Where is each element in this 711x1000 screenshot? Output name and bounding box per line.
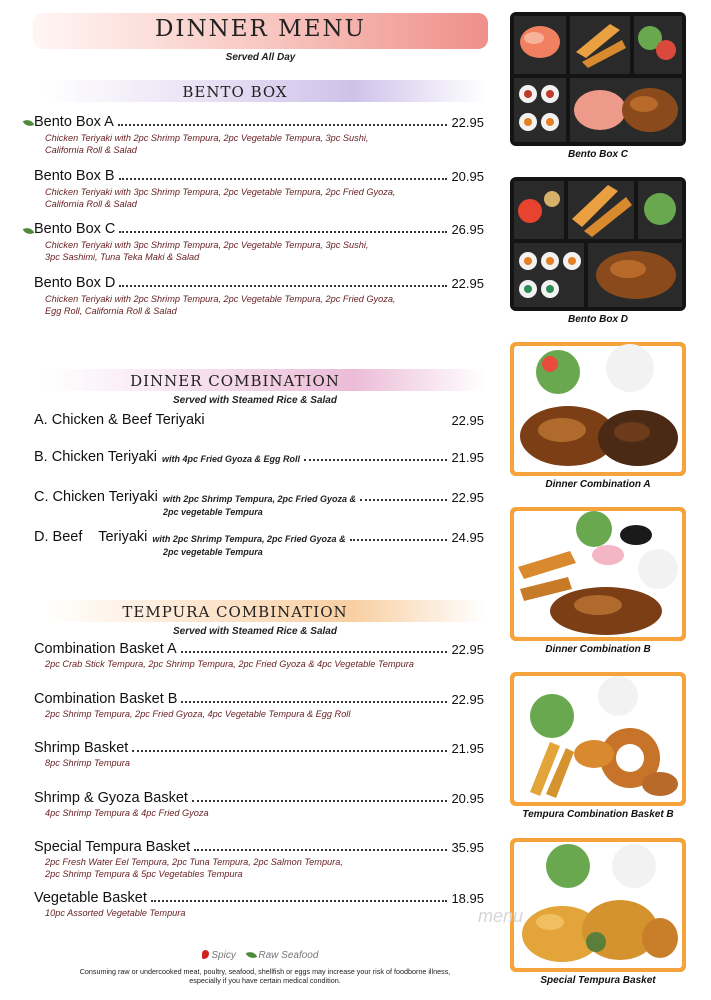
photo-caption: Dinner Combination B <box>545 644 651 655</box>
photo-bento-box-d <box>510 177 686 311</box>
menu-item <box>34 275 484 291</box>
legend-raw-seafood <box>247 950 319 961</box>
item-description: 4pc Shrimp Tempura & 4pc Fried Gyoza <box>45 808 209 818</box>
page-title: DINNER MENU <box>154 16 367 42</box>
item-price: 35.95 <box>451 840 484 855</box>
menu-item <box>34 740 484 756</box>
item-name: Combination Basket A <box>34 641 177 657</box>
leader-dots <box>194 849 447 851</box>
photo-caption: Special Tempura Basket <box>540 975 656 986</box>
item-price: 22.95 <box>451 642 484 657</box>
item-inline-description: with 2pc Shrimp Tempura, 2pc Fried Gyoza & <box>162 494 357 504</box>
item-name: Bento Box B <box>34 168 115 184</box>
item-description: 8pc Shrimp Tempura <box>45 758 130 768</box>
leader-dots <box>304 459 447 461</box>
item-name: Special Tempura Basket <box>34 839 191 855</box>
photo-dinner-combination-b <box>510 507 686 641</box>
item-name: Shrimp Basket <box>34 740 129 756</box>
item-description <box>45 293 465 317</box>
disclaimer-line: Consuming raw or undercooked meat, poultry, seafood, shellfish or eggs may increase your risk of foodborne illness, <box>79 967 451 976</box>
leaf-icon <box>245 949 257 960</box>
item-name: C. Chicken Teriyaki <box>34 489 158 505</box>
raw-seafood-icon <box>23 117 35 128</box>
description-line: Chicken Teriyaki with 3pc Shrimp Tempura, 2pc Vegetable Tempura, 2pc Fried Gyoza, <box>45 187 396 197</box>
item-name: Vegetable Basket <box>34 890 147 906</box>
photo-caption: Dinner Combination A <box>545 479 651 490</box>
menu-item <box>34 529 484 545</box>
item-name: Bento Box D <box>34 275 116 291</box>
description-line: Chicken Teriyaki with 3pc Shrimp Tempura, 2pc Vegetable Tempura, 3pc Sushi, <box>45 240 369 250</box>
item-description <box>45 186 465 210</box>
leader-gap <box>209 422 448 424</box>
item-price: 22.95 <box>451 692 484 707</box>
leader-dots <box>192 800 448 802</box>
description-line: California Roll & Salad <box>45 145 137 155</box>
description-line: Egg Roll, California Roll & Salad <box>45 306 177 316</box>
item-price: 22.95 <box>451 490 484 505</box>
item-price: 22.95 <box>451 413 484 428</box>
description-line: 3pc Sashimi, Tuna Teka Maki & Salad <box>45 252 200 262</box>
menu-item <box>34 449 484 465</box>
description-line: California Roll & Salad <box>45 199 137 209</box>
menu-item <box>34 790 484 806</box>
photo-bento-box-c <box>510 12 686 146</box>
photo-caption: Bento Box D <box>568 314 628 325</box>
description-line: Chicken Teriyaki with 2pc Shrimp Tempura, 2pc Vegetable Tempura, 2pc Fried Gyoza, <box>45 294 396 304</box>
tempura-section-title: TEMPURA COMBINATION <box>122 603 348 621</box>
legend-spicy <box>202 950 236 961</box>
photo-caption: Tempura Combination Basket B <box>522 809 674 820</box>
tempura-section-subtitle: Served with Steamed Rice & Salad <box>173 626 337 637</box>
leader-dots <box>119 231 447 233</box>
photo-dinner-combination-a <box>510 342 686 476</box>
leader-dots <box>118 124 448 126</box>
raw-seafood-icon <box>23 225 35 236</box>
item-description <box>45 856 465 880</box>
description-line: 2pc Fresh Water Eel Tempura, 2pc Tuna Tempura, 2pc Salmon Tempura, <box>45 857 343 867</box>
item-inline-description: with 4pc Fried Gyoza & Egg Roll <box>162 454 301 464</box>
item-name: Combination Basket B <box>34 691 178 707</box>
item-price: 21.95 <box>451 741 484 756</box>
item-price: 24.95 <box>451 530 484 545</box>
menu-item <box>34 489 484 505</box>
leader-dots <box>181 701 447 703</box>
leader-dots <box>350 539 448 541</box>
chili-icon <box>202 950 209 959</box>
description-line: Chicken Teriyaki with 2pc Shrimp Tempura, 2pc Vegetable Tempura, 3pc Sushi, <box>45 133 369 143</box>
legend <box>0 950 520 961</box>
legend-label: Spicy <box>211 950 236 961</box>
menu-item <box>34 641 484 657</box>
item-price: 20.95 <box>451 169 484 184</box>
leader-dots <box>181 651 448 653</box>
leader-dots <box>132 750 447 752</box>
leader-dots <box>360 499 447 501</box>
item-description: 2pc Crab Stick Tempura, 2pc Shrimp Tempura, 2pc Fried Gyoza & 4pc Vegetable Tempura <box>45 659 414 669</box>
disclaimer <box>40 967 490 985</box>
description-line: 2pc Shrimp Tempura & 5pc Vegetables Tempura <box>45 869 243 879</box>
leader-dots <box>119 285 447 287</box>
item-description: 10pc Assorted Vegetable Tempura <box>45 908 186 918</box>
item-description: 2pc Shrimp Tempura, 2pc Fried Gyoza, 4pc Vegetable Tempura & Egg Roll <box>45 709 351 719</box>
item-inline-continuation: 2pc vegetable Tempura <box>163 547 263 557</box>
watermark: menu <box>478 906 524 926</box>
item-name: Shrimp & Gyoza Basket <box>34 790 188 806</box>
dinner-section-title: DINNER COMBINATION <box>130 372 340 390</box>
disclaimer-line: especially if you have certain medical condition. <box>189 976 341 985</box>
item-description <box>45 239 465 263</box>
photo-caption: Bento Box C <box>568 149 628 160</box>
item-price: 26.95 <box>451 222 484 237</box>
item-price: 22.95 <box>451 115 484 130</box>
photo-special-tempura-basket <box>510 838 686 972</box>
item-price: 22.95 <box>451 276 484 291</box>
item-price: 21.95 <box>451 450 484 465</box>
menu-item <box>34 890 484 906</box>
item-price: 20.95 <box>451 791 484 806</box>
menu-item <box>34 168 484 184</box>
item-name: D. Beef Teriyaki <box>34 529 148 545</box>
leader-dots <box>151 900 448 902</box>
item-inline-description: with 2pc Shrimp Tempura, 2pc Fried Gyoza & <box>152 534 346 544</box>
legend-label: Raw Seafood <box>258 950 319 961</box>
menu-item <box>34 691 484 707</box>
item-description <box>45 132 465 156</box>
item-name: Bento Box A <box>34 114 114 130</box>
dinner-section-subtitle: Served with Steamed Rice & Salad <box>173 395 337 406</box>
item-inline-continuation: 2pc vegetable Tempura <box>163 507 263 517</box>
item-price: 18.95 <box>451 891 484 906</box>
bento-section-title: BENTO BOX <box>182 83 288 101</box>
page-subtitle: Served All Day <box>225 52 296 63</box>
photo-tempura-combination-basket-b <box>510 672 686 806</box>
menu-item <box>34 221 484 237</box>
item-name: B. Chicken Teriyaki <box>34 449 158 465</box>
item-name: A. Chicken & Beef Teriyaki <box>34 412 205 428</box>
menu-item <box>34 412 484 428</box>
menu-item <box>34 839 484 855</box>
leader-dots <box>119 178 448 180</box>
menu-item <box>34 114 484 130</box>
item-name: Bento Box C <box>34 221 116 237</box>
